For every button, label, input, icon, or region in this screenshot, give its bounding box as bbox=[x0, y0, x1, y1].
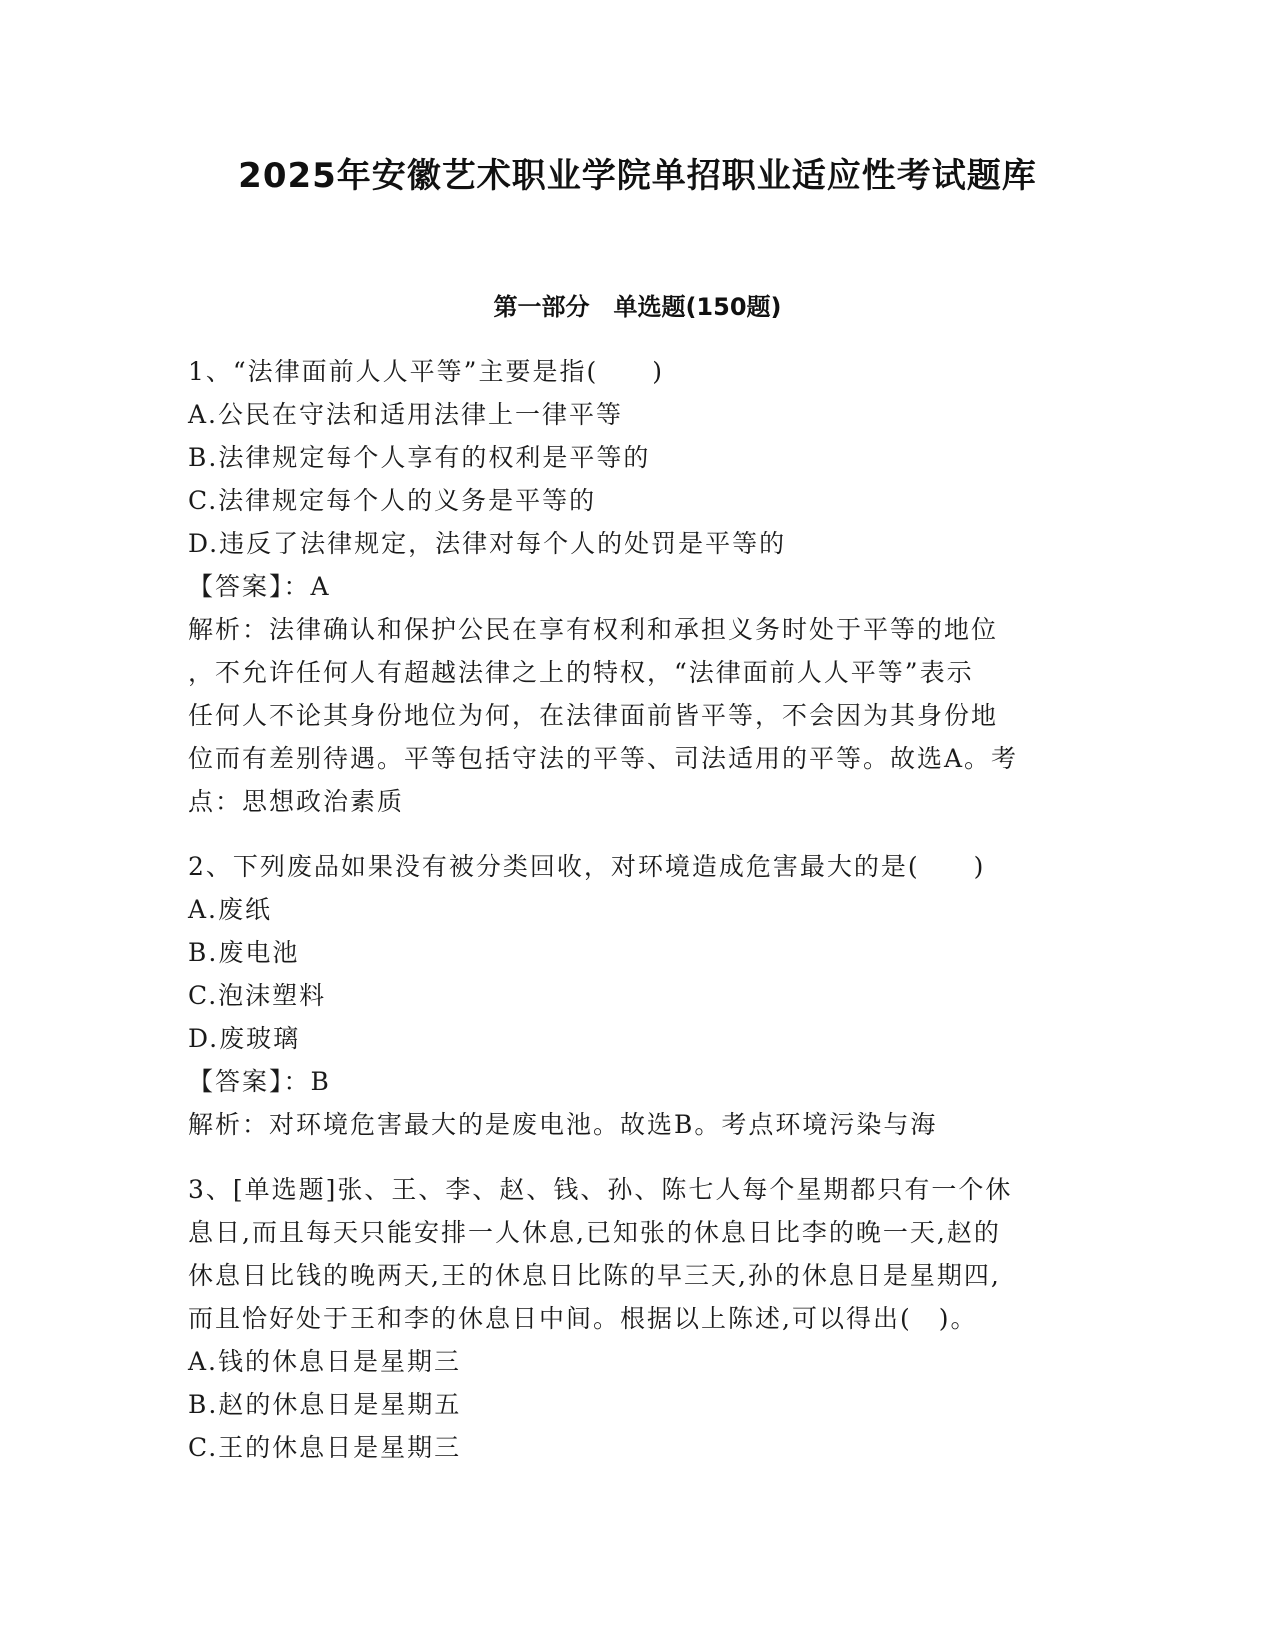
analysis-line: 解析：对环境危害最大的是废电池。故选B。考点环境污染与海 bbox=[188, 1110, 938, 1139]
analysis-line: ，不允许任何人有超越法律之上的特权，“法律面前人人平等”表示 bbox=[188, 658, 974, 687]
section-heading: 第一部分 单选题(150题) bbox=[493, 293, 782, 321]
question-stem-line: 而且恰好处于王和李的休息日中间。根据以上陈述,可以得出( )。 bbox=[188, 1304, 978, 1333]
answer: 【答案】：A bbox=[188, 572, 331, 601]
question-stem-line: 3、[单选题]张、王、李、赵、钱、孙、陈七人每个星期都只有一个休 bbox=[188, 1175, 1013, 1204]
option-c: C.王的休息日是星期三 bbox=[188, 1433, 462, 1462]
option-b: B.废电池 bbox=[188, 938, 300, 967]
option-b: B.赵的休息日是星期五 bbox=[188, 1390, 462, 1419]
option-d: D.违反了法律规定，法律对每个人的处罚是平等的 bbox=[188, 529, 787, 558]
option-c: C.泡沫塑料 bbox=[188, 981, 327, 1010]
option-a: A.废纸 bbox=[188, 895, 273, 924]
question-list bbox=[188, 350, 1088, 1491]
question-stem-line: 息日,而且每天只能安排一人休息,已知张的休息日比李的晚一天,赵的 bbox=[188, 1218, 1001, 1247]
question-2 bbox=[188, 845, 1088, 1146]
option-a: A.公民在守法和适用法律上一律平等 bbox=[188, 400, 624, 429]
question-stem: 2、下列废品如果没有被分类回收，对环境造成危害最大的是( ) bbox=[188, 852, 986, 881]
analysis-line: 解析：法律确认和保护公民在享有权利和承担义务时处于平等的地位 bbox=[188, 615, 999, 644]
answer: 【答案】：B bbox=[188, 1067, 331, 1096]
option-d: D.废玻璃 bbox=[188, 1024, 301, 1053]
analysis-line: 位而有差别待遇。平等包括守法的平等、司法适用的平等。故选A。考 bbox=[188, 744, 1019, 773]
analysis-line: 任何人不论其身份地位为何，在法律面前皆平等，不会因为其身份地 bbox=[188, 701, 999, 730]
question-1 bbox=[188, 350, 1088, 823]
question-stem-line: 休息日比钱的晚两天,王的休息日比陈的早三天,孙的休息日是星期四, bbox=[188, 1261, 1001, 1290]
question-stem: 1、“法律面前人人平等”主要是指( ) bbox=[188, 357, 664, 386]
option-b: B.法律规定每个人享有的权利是平等的 bbox=[188, 443, 651, 472]
option-c: C.法律规定每个人的义务是平等的 bbox=[188, 486, 597, 515]
document-title: 2025年安徽艺术职业学院单招职业适应性考试题库 bbox=[238, 156, 1037, 196]
analysis-line: 点：思想政治素质 bbox=[188, 787, 405, 816]
question-3 bbox=[188, 1168, 1088, 1469]
option-a: A.钱的休息日是星期三 bbox=[188, 1347, 462, 1376]
